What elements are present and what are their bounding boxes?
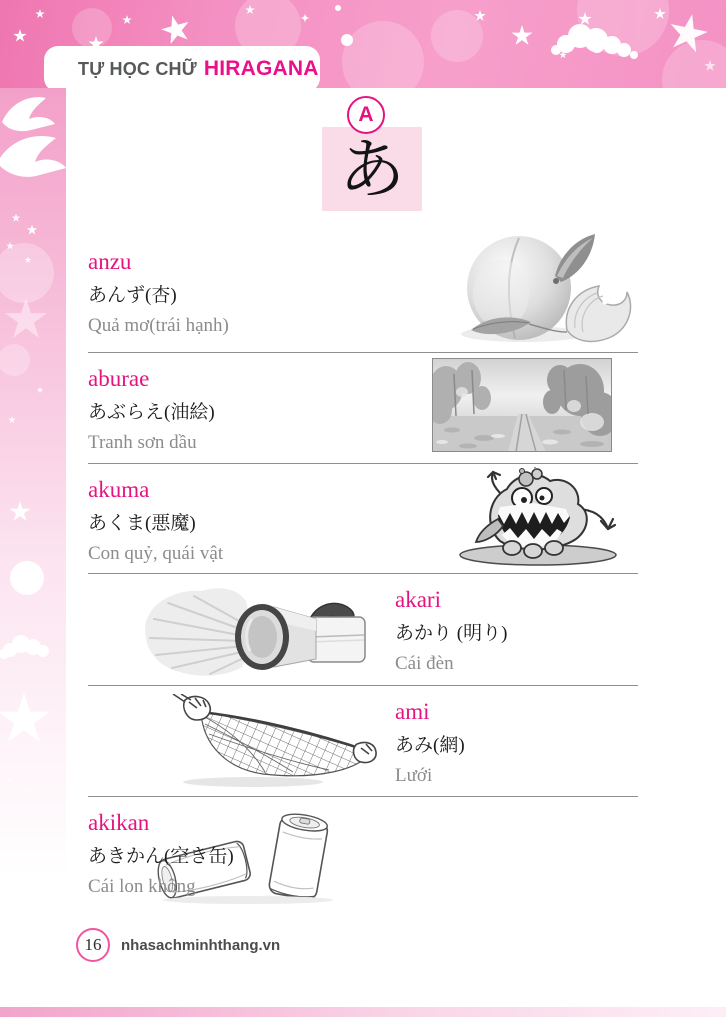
kana-section	[322, 127, 422, 211]
entry-romaji: aburae	[88, 366, 150, 391]
apricot-illustration	[443, 232, 638, 351]
page-number: 16	[84, 935, 102, 954]
entry-text	[88, 353, 428, 455]
oil-painting-illustration	[432, 358, 612, 457]
entry-row-akari	[88, 574, 638, 686]
entry-text	[88, 228, 428, 338]
entry-vietnamese: Cái lon không	[88, 876, 196, 898]
entry-romaji: akikan	[88, 810, 150, 835]
entry-japanese: あかり (明り)	[395, 622, 508, 644]
entry-row-ami	[88, 686, 638, 797]
entry-japanese: あくま(悪魔)	[88, 512, 196, 534]
left-decor-strip	[0, 88, 66, 878]
net-illustration	[133, 694, 378, 795]
entry-japanese: あみ(網)	[395, 734, 465, 756]
entry-row-aburae	[88, 353, 638, 464]
entry-japanese: あぶらえ(油絵)	[88, 401, 215, 423]
entry-vietnamese: Con quỷ, quái vật	[88, 543, 224, 565]
title-prefix: TỰ HỌC CHỮ	[78, 58, 197, 79]
entry-romaji: akari	[395, 587, 441, 612]
monster-illustration	[438, 467, 638, 572]
entry-vietnamese: Cái đèn	[395, 653, 454, 675]
entry-text	[395, 686, 638, 788]
circle-icon	[10, 561, 44, 595]
entry-text	[88, 797, 428, 899]
title-accent: HIRAGANA	[203, 57, 319, 80]
cloud-icon	[0, 635, 49, 659]
bottom-pink-bar	[0, 1007, 726, 1017]
entry-vietnamese: Quả mơ(trái hạnh)	[88, 315, 229, 337]
entry-text	[395, 574, 638, 676]
section-letter-badge	[347, 96, 385, 134]
flashlight-illustration	[138, 581, 373, 688]
section-letter: A	[358, 103, 374, 126]
entry-row-akuma	[88, 464, 638, 574]
entry-text	[88, 464, 428, 566]
crane-icon	[0, 136, 66, 177]
page-footer	[76, 928, 280, 962]
entry-vietnamese: Tranh sơn dầu	[88, 432, 197, 454]
entry-romaji: anzu	[88, 249, 132, 274]
entry-romaji: ami	[395, 699, 430, 724]
page-number-badge	[76, 928, 110, 962]
entry-japanese: あんず(杏)	[88, 284, 177, 306]
entry-japanese: あきかん(空き缶)	[88, 845, 234, 867]
entry-romaji: akuma	[88, 477, 150, 502]
page-title	[44, 46, 320, 92]
kana-character: あ	[339, 134, 405, 207]
entry-list	[88, 228, 638, 910]
crane-icon	[2, 97, 55, 131]
entry-vietnamese: Lưới	[395, 765, 433, 787]
website-url: nhasachminhthang.vn	[121, 936, 281, 954]
entry-row-anzu	[88, 228, 638, 353]
entry-row-akikan	[88, 797, 638, 910]
header-banner	[0, 0, 726, 88]
left-strip-decorations	[0, 88, 66, 878]
